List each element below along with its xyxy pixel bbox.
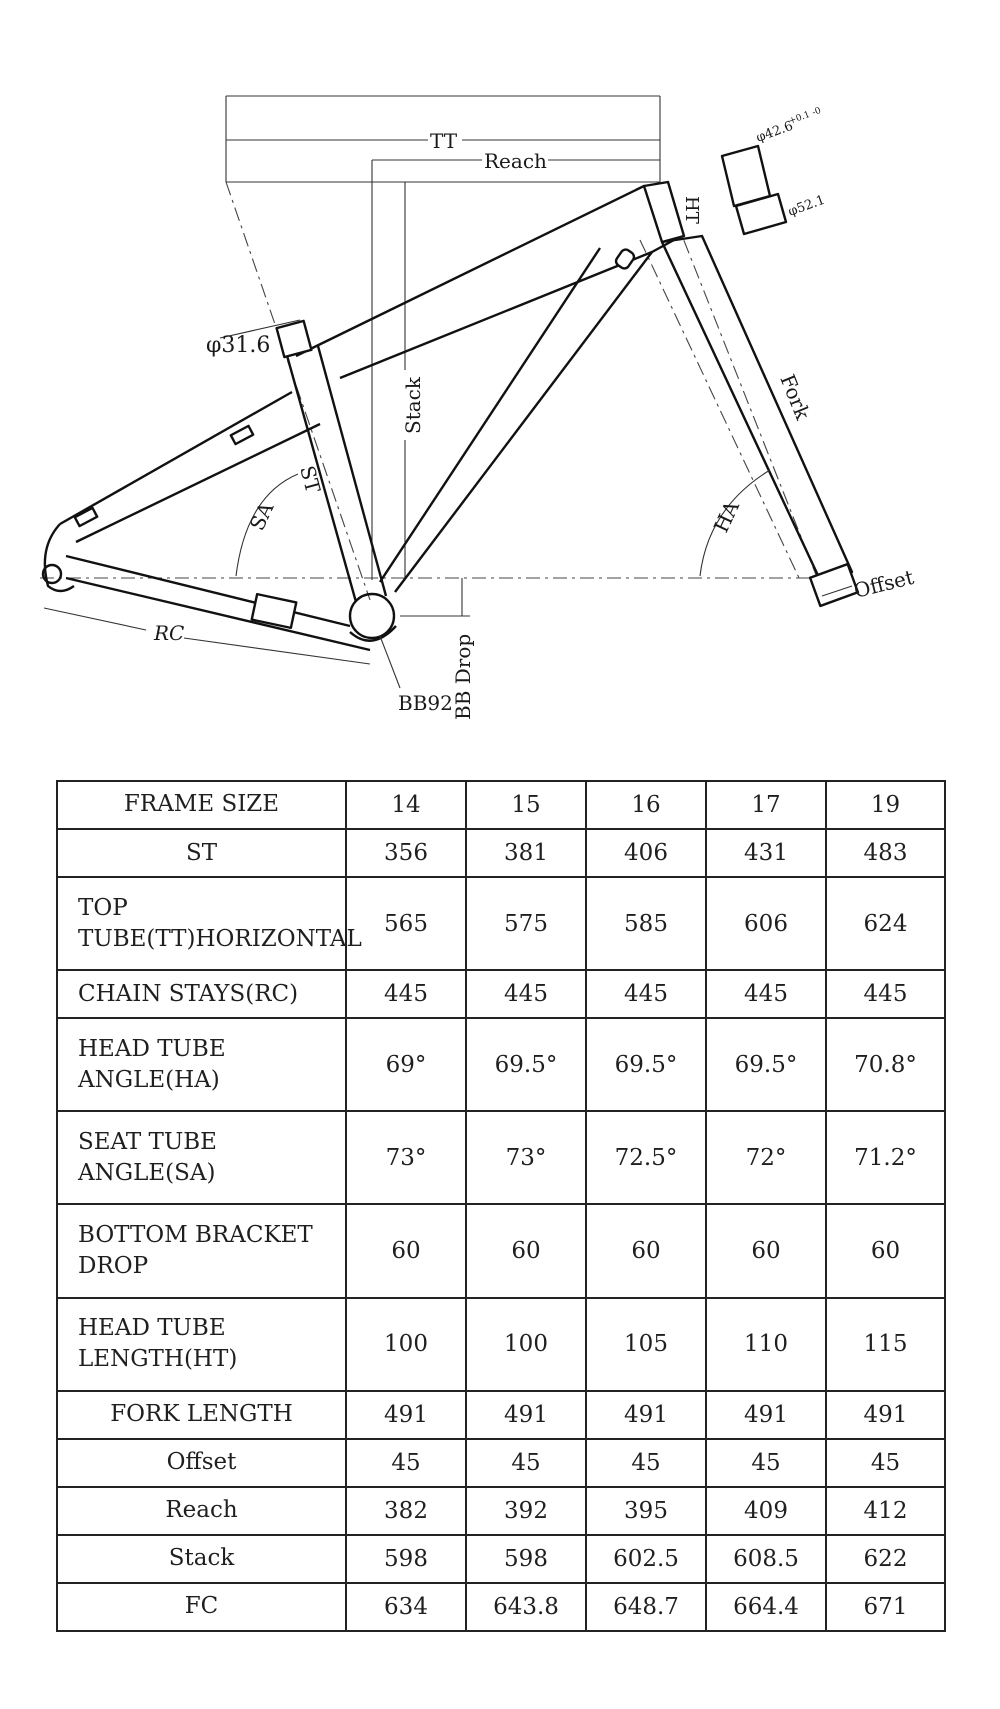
table-row [57,829,945,877]
bike-frame [43,182,858,650]
row-label-line: HEAD TUBE [78,1035,226,1062]
ha-label: HA [708,497,745,537]
row-label-line: FORK LENGTH [110,1401,293,1428]
table-row [57,877,945,970]
table-cell: 45 [346,1439,466,1487]
table-cell: 392 [466,1487,586,1535]
head-upper-tol: +0.1 -0 [787,105,823,127]
table-cell: 622 [826,1535,945,1583]
bb-drop-label: BB Drop [451,633,475,720]
offset-label: Offset [851,564,917,603]
table-cell: 602.5 [586,1535,706,1583]
row-label [57,1111,346,1204]
tt-dimension [226,96,660,182]
table-cell: 70.8° [826,1018,945,1111]
table-cell: 356 [346,829,466,877]
row-label [57,1204,346,1297]
st-label: ST [295,463,326,496]
row-label [57,970,346,1018]
size-header-cell: 17 [706,781,826,829]
ht-label: HT [681,196,702,224]
table-row [57,1018,945,1111]
row-label-line: TUBE(TT)HORIZONTAL [78,925,362,952]
table-row [57,1535,945,1583]
table-cell: 115 [826,1298,945,1391]
row-label-line: Reach [165,1497,238,1524]
table-row [57,1298,945,1391]
row-label [57,1439,346,1487]
table-cell: 445 [706,970,826,1018]
table-cell: 608.5 [706,1535,826,1583]
table-cell: 598 [466,1535,586,1583]
bb92-callout [380,636,453,715]
table-row [57,1439,945,1487]
row-label-line: HEAD TUBE [78,1315,226,1342]
reach-dimension [372,149,660,580]
table-cell: 409 [706,1487,826,1535]
row-label [57,829,346,877]
table-cell: 585 [586,877,706,970]
table-cell: 105 [586,1298,706,1391]
table-cell: 60 [826,1204,945,1297]
table-cell: 69.5° [466,1018,586,1111]
table-cell: 69.5° [586,1018,706,1111]
table-cell: 60 [706,1204,826,1297]
seatpost-dia-label: φ31.6 [206,333,271,358]
table-cell: 100 [466,1298,586,1391]
stack-label: Stack [401,377,425,434]
row-label-line: FC [184,1593,219,1620]
table-cell: 45 [586,1439,706,1487]
table-cell: 491 [586,1391,706,1439]
table-cell: 445 [346,970,466,1018]
table-row [57,1487,945,1535]
row-label-line: LENGTH(HT) [78,1346,238,1373]
table-cell: 445 [586,970,706,1018]
table-cell: 72° [706,1111,826,1204]
table-cell: 491 [346,1391,466,1439]
table-cell: 406 [586,829,706,877]
table-cell: 598 [346,1535,466,1583]
head-upper-dia: φ42.6 [754,118,796,146]
row-label [57,877,362,970]
table-cell: 483 [826,829,945,877]
rc-label: RC [154,621,185,645]
ha-angle [700,470,770,576]
table-cell: 110 [706,1298,826,1391]
row-label [57,1583,346,1631]
table-cell: 624 [826,877,945,970]
table-cell: 72.5° [586,1111,706,1204]
table-cell: 634 [346,1583,466,1631]
table-cell: 100 [346,1298,466,1391]
row-label-line: Offset [166,1449,237,1476]
row-label-line: CHAIN STAYS(RC) [78,980,299,1007]
table-row [57,970,945,1018]
table-cell: 69° [346,1018,466,1111]
table-cell: 445 [826,970,945,1018]
size-header-cell: 19 [826,781,945,829]
table-cell: 445 [466,970,586,1018]
row-label-line: Stack [168,1545,235,1572]
row-label [57,1018,346,1111]
row-label-line: ST [185,839,218,866]
sa-label: SA [244,498,279,535]
table-cell: 69.5° [706,1018,826,1111]
table-cell: 60 [586,1204,706,1297]
table-cell: 491 [826,1391,945,1439]
row-label-line: BOTTOM BRACKET [78,1221,313,1248]
table-cell: 73° [346,1111,466,1204]
bb92-label: BB92 [398,691,453,715]
frame-size-header: FRAME SIZE [57,781,346,829]
table-cell: 664.4 [706,1583,826,1631]
geometry-table [56,780,946,1632]
fork-label: Fork [775,370,816,424]
head-lower-dia: φ52.1 [786,192,828,220]
table-row [57,1204,945,1297]
table-cell: 395 [586,1487,706,1535]
table-cell: 381 [466,829,586,877]
reach-label: Reach [484,149,547,173]
row-label-line: ANGLE(HA) [78,1066,220,1093]
table-cell: 491 [466,1391,586,1439]
table-cell: 431 [706,829,826,877]
row-label [57,1298,346,1391]
row-label [57,1535,346,1583]
headset-detail [722,106,827,234]
table-cell: 643.8 [466,1583,586,1631]
table-cell: 648.7 [586,1583,706,1631]
table-cell: 575 [466,877,586,970]
size-header-cell: 14 [346,781,466,829]
table-cell: 60 [466,1204,586,1297]
row-label-line: DROP [78,1253,149,1280]
rc-dimension [44,608,370,664]
table-cell: 45 [826,1439,945,1487]
row-label [57,1391,346,1439]
frame-geometry-diagram [0,0,1000,760]
row-label [57,1487,346,1535]
table-cell: 382 [346,1487,466,1535]
table-cell: 45 [706,1439,826,1487]
row-label-line: ANGLE(SA) [78,1159,216,1186]
table-row [57,1583,945,1631]
table-cell: 60 [346,1204,466,1297]
tt-label: TT [430,129,458,153]
table-header-row [57,781,945,829]
table-cell: 671 [826,1583,945,1631]
sa-angle [236,474,298,576]
table-cell: 71.2° [826,1111,945,1204]
table-cell: 606 [706,877,826,970]
size-header-cell: 15 [466,781,586,829]
table-cell: 45 [466,1439,586,1487]
table-cell: 565 [346,877,466,970]
size-header-cell: 16 [586,781,706,829]
row-label-line: SEAT TUBE [78,1128,217,1155]
table-cell: 73° [466,1111,586,1204]
table-row [57,1111,945,1204]
table-cell: 412 [826,1487,945,1535]
table-row [57,1391,945,1439]
table-cell: 491 [706,1391,826,1439]
row-label-line: TOP [78,894,128,921]
